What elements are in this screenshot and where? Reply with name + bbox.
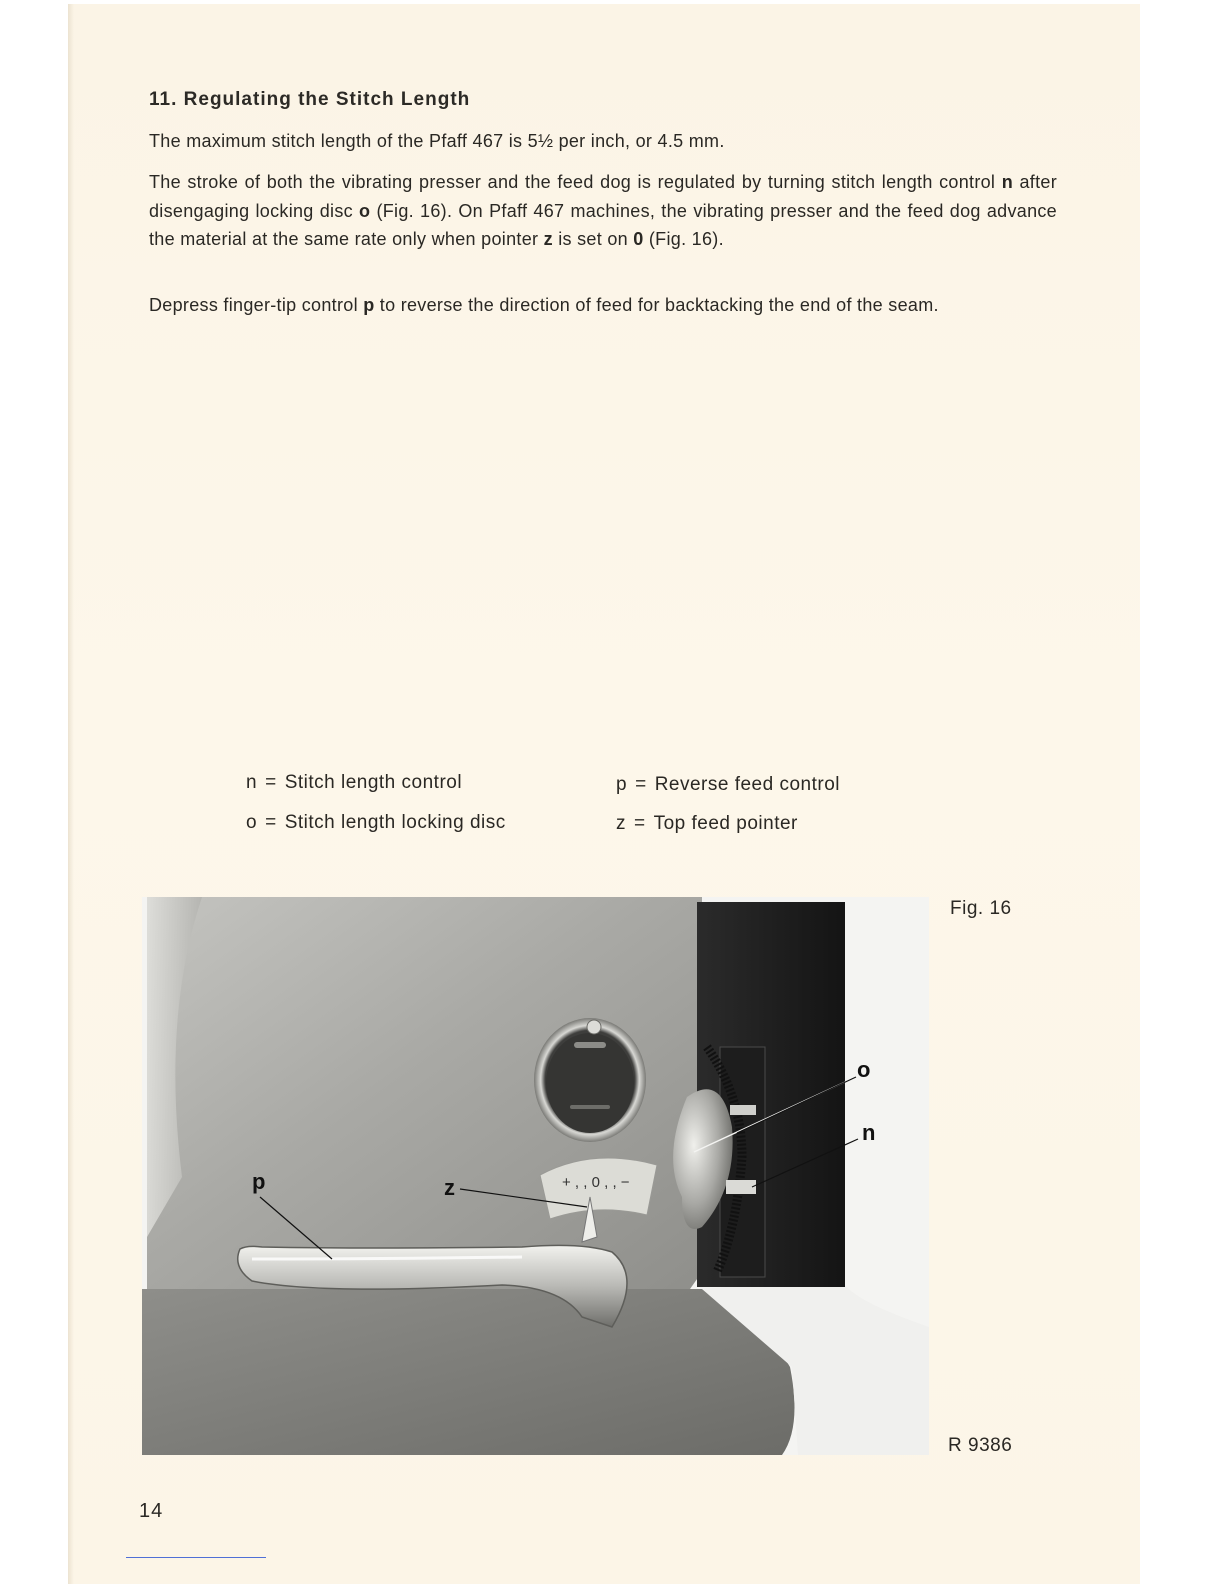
legend-text: Stitch length locking disc bbox=[284, 812, 506, 833]
section-heading bbox=[149, 89, 470, 111]
text-run: to reverse the direction of feed for backtacking the end of the seam. bbox=[374, 295, 939, 315]
paragraph-reverse-feed bbox=[149, 291, 1057, 320]
legend-eq: = bbox=[265, 772, 277, 793]
ref-o: o bbox=[359, 200, 371, 221]
text-run: after disengaging locking disc bbox=[149, 172, 1057, 221]
text-run: Depress finger-tip control bbox=[149, 295, 364, 315]
figure-reference: R 9386 bbox=[948, 1435, 1013, 1456]
window-detail bbox=[570, 1105, 610, 1109]
figure-16-photo bbox=[142, 897, 929, 1455]
legend-eq: = bbox=[265, 812, 277, 833]
text-run: is set on bbox=[552, 229, 634, 249]
footer-link-underline[interactable] bbox=[126, 1557, 266, 1558]
legend-item-n bbox=[246, 772, 462, 794]
legend-text: Stitch length control bbox=[284, 772, 463, 793]
ref-zero: 0 bbox=[633, 229, 644, 249]
page-number: 14 bbox=[139, 1500, 164, 1522]
legend-text: Top feed pointer bbox=[653, 813, 798, 834]
section-title: Regulating the Stitch Length bbox=[183, 89, 471, 110]
legend-key: z bbox=[616, 813, 626, 834]
text-run: The stroke of both the vibrating presser and the feed dog is regulated by turning stitch length control bbox=[149, 172, 1002, 192]
legend-item-o bbox=[246, 812, 506, 834]
scale-marks: + , , 0 , , − bbox=[562, 1174, 630, 1191]
callout-n: n bbox=[862, 1120, 876, 1145]
callout-p: p bbox=[252, 1169, 266, 1194]
legend-eq: = bbox=[634, 813, 646, 834]
callout-z: z bbox=[444, 1175, 455, 1200]
locking-disc bbox=[730, 1105, 756, 1115]
legend-item-z bbox=[616, 813, 798, 835]
callout-o: o bbox=[857, 1057, 871, 1082]
paragraph-max-stitch: The maximum stitch length of the Pfaff 467 is 5½ per inch, or 4.5 mm. bbox=[149, 131, 725, 151]
text-run: (Fig. 16). bbox=[643, 229, 724, 249]
ref-z: z bbox=[543, 229, 553, 249]
window-detail bbox=[574, 1042, 606, 1048]
section-number: 11. bbox=[149, 89, 178, 110]
ref-p: p bbox=[363, 295, 375, 315]
side-panel bbox=[697, 902, 845, 1287]
legend-text: Reverse feed control bbox=[654, 774, 841, 795]
legend-eq: = bbox=[635, 774, 647, 795]
stitch-control-tab bbox=[726, 1180, 756, 1194]
legend-key: p bbox=[616, 774, 628, 795]
legend-item-p bbox=[616, 774, 840, 796]
machine-table bbox=[142, 1289, 795, 1455]
legend-key: n bbox=[246, 772, 258, 793]
paragraph-stroke-regulation bbox=[149, 168, 1057, 254]
text-run: (Fig. 16). On Pfaff 467 machines, the vibrating presser and the feed dog advance the material at the same rate only when pointer bbox=[149, 200, 1057, 249]
ref-n: n bbox=[1001, 172, 1013, 192]
screw-icon bbox=[587, 1020, 601, 1034]
legend-key: o bbox=[246, 812, 258, 833]
figure-label: Fig. 16 bbox=[950, 898, 1012, 919]
